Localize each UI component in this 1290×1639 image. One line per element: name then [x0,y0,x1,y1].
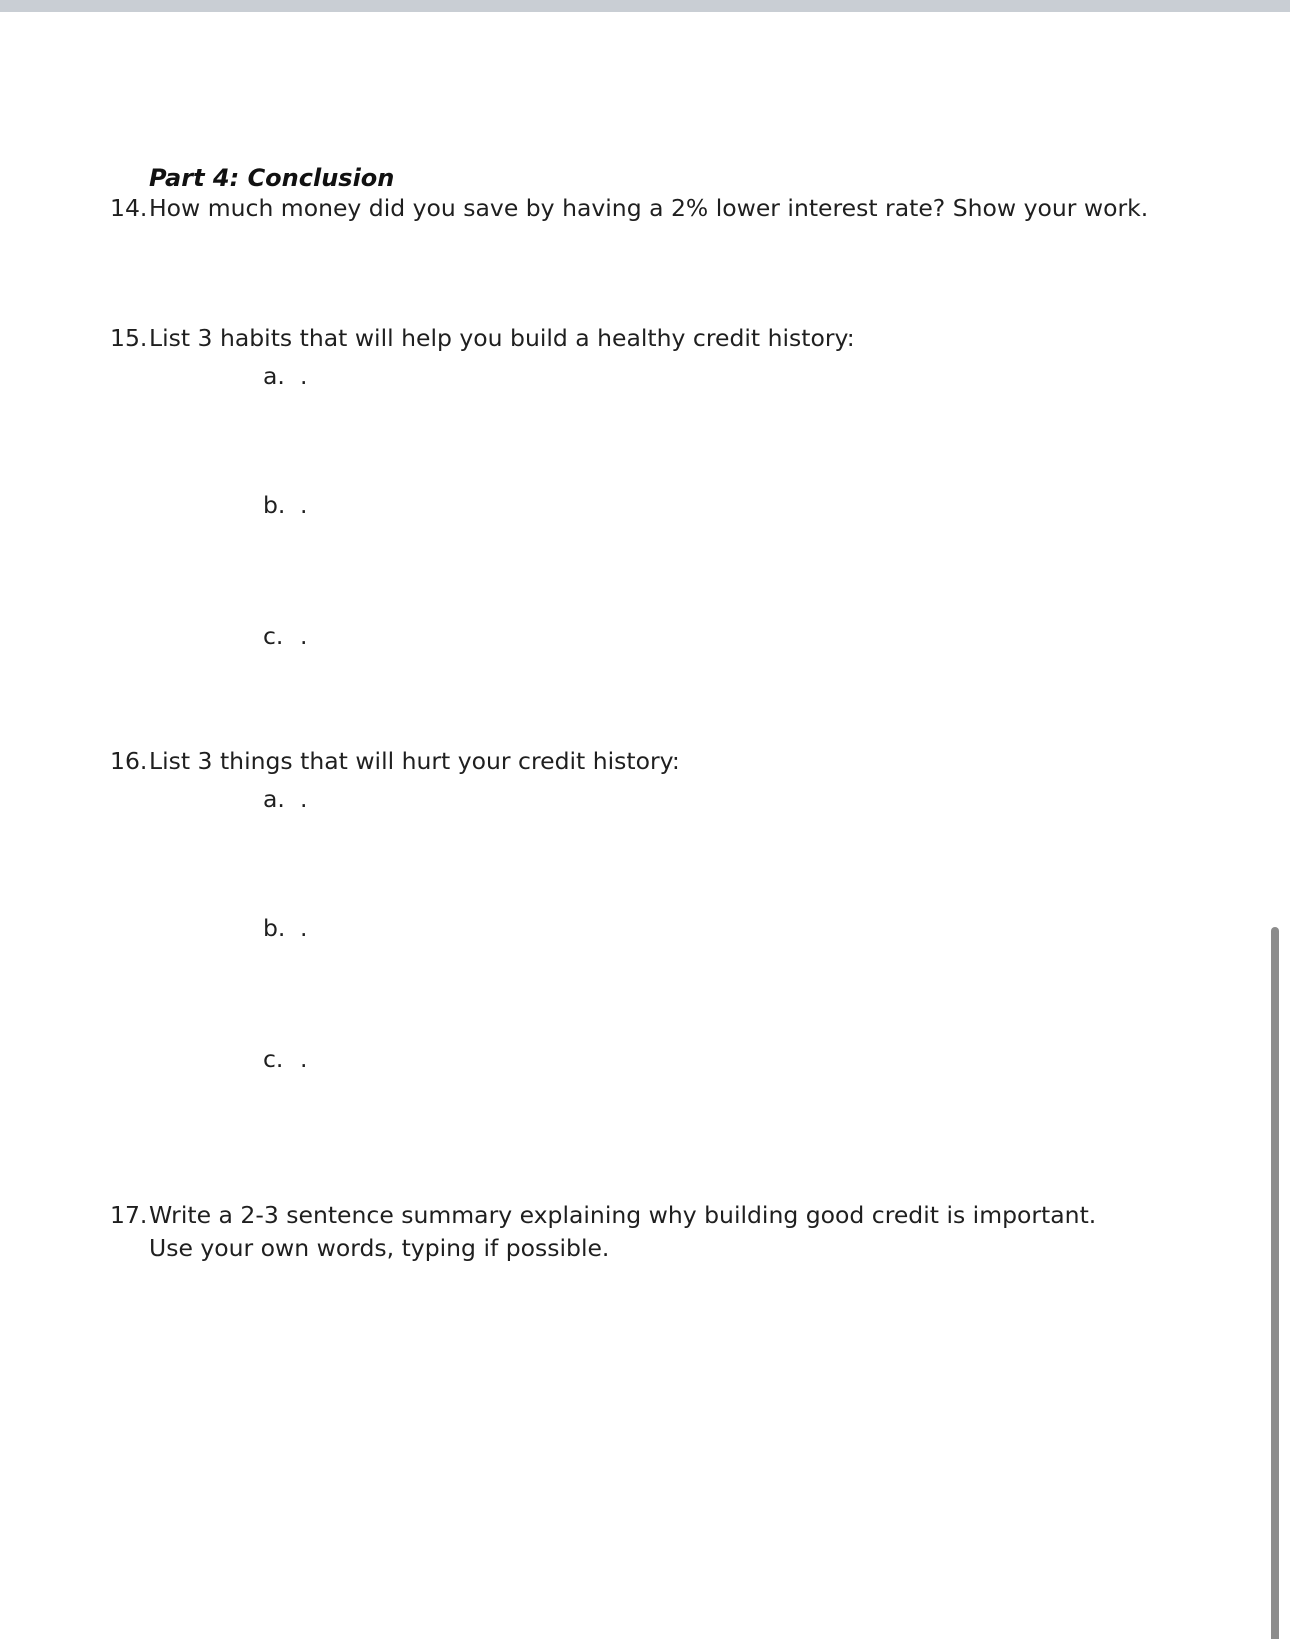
question-text: List 3 things that will hurt your credit history: [149,747,680,775]
document-page [0,12,1290,1637]
item-letter: a. [263,785,285,813]
item-letter: c. [263,622,284,650]
item-value[interactable]: . [300,914,308,942]
item-value[interactable]: . [300,1045,308,1073]
question-number: 14. [110,194,148,222]
item-value[interactable]: . [300,622,308,650]
item-letter: c. [263,1045,284,1073]
item-value[interactable]: . [300,491,308,519]
question-text: How much money did you save by having a 2% lower interest rate? Show your work. [149,194,1149,222]
item-letter: a. [263,362,285,390]
question-text-continued: Use your own words, typing if possible. [149,1234,610,1262]
item-value[interactable]: . [300,362,308,390]
item-letter: b. [263,914,286,942]
answer-item-16a[interactable] [263,784,307,814]
answer-item-15b[interactable] [263,490,307,520]
window-top-bar [0,0,1290,12]
question-14 [110,192,1148,225]
answer-item-15c[interactable] [263,621,307,651]
question-text: Write a 2-3 sentence summary explaining why building good credit is important. [149,1201,1097,1229]
question-16 [110,745,680,778]
section-title: Part 4: Conclusion [149,164,395,192]
item-value[interactable]: . [300,785,308,813]
vertical-scrollbar-thumb[interactable] [1271,927,1279,1639]
answer-item-15a[interactable] [263,361,307,391]
question-text: List 3 habits that will help you build a healthy credit history: [149,324,855,352]
question-number: 16. [110,747,148,775]
answer-item-16b[interactable] [263,913,307,943]
question-number: 15. [110,324,148,352]
question-number: 17. [110,1201,148,1229]
item-letter: b. [263,491,286,519]
question-17 [110,1199,1096,1265]
question-15 [110,322,855,355]
answer-item-16c[interactable] [263,1044,307,1074]
